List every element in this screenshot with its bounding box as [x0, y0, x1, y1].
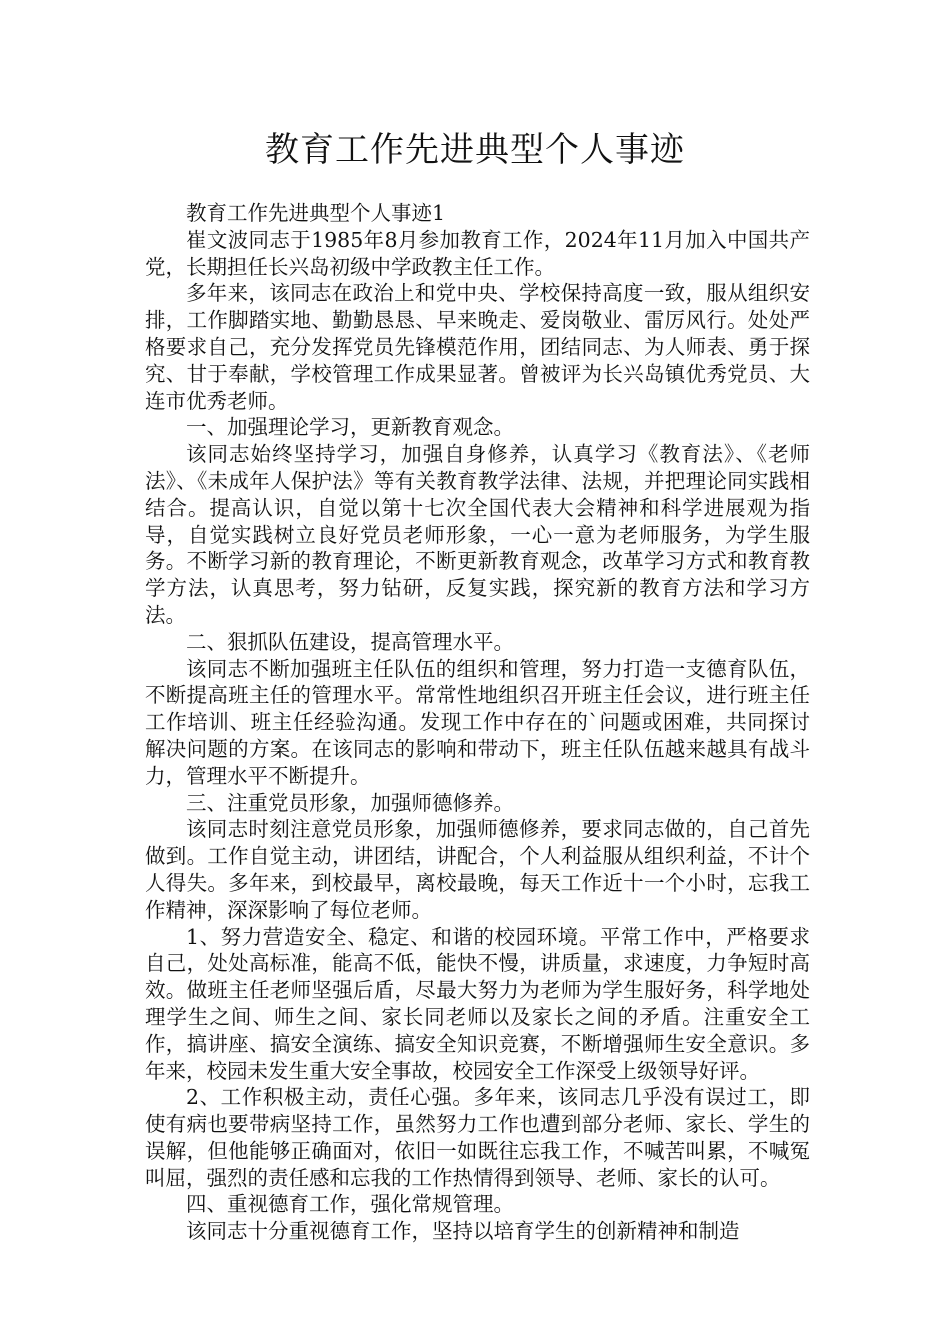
body-paragraph: 多年来，该同志在政治上和党中央、学校保持高度一致，服从组织安排，工作脚踏实地、勤勤恳恳、早来晚走、爱岗敬业、雷厉风行。处处严格要求自己，充分发挥党员先锋模范作用，团结同志、为人师表、勇于探究、甘于奉献，学校管理工作成果显著。曾被评为长兴岛镇优秀党员、大连市优秀老师。 [145, 281, 810, 413]
numbered-paragraph: 1、努力营造安全、稳定、和谐的校园环境。平常工作中，严格要求自己，处处高标准，能高不低，能快不慢，讲质量，求速度，力争短时高效。做班主任老师坚强后盾，尽最大努力为老师为学生服好务，科学地处理学生之间、师生之间、家长同老师以及家长之间的矛盾。注重安全工作，搞讲座、搞安全演练、搞安全知识竞赛，不断增强师生安全意识。多年来，校园未发生重大安全事故，校园安全工作深受上级领导好评。 [145, 924, 810, 1083]
subtitle-paragraph: 教育工作先进典型个人事迹1 [186, 201, 446, 225]
document-title: 教育工作先进典型个人事迹 [265, 130, 685, 170]
section-heading: 四、重视德育工作，强化常规管理。 [186, 1192, 514, 1217]
body-paragraph: 崔文波同志于1985年8月参加教育工作，2024年11月加入中国共产党，长期担任长兴岛初级中学政教主任工作。 [145, 227, 810, 279]
section-heading: 一、加强理论学习，更新教育观念。 [186, 415, 514, 440]
body-paragraph: 该同志时刻注意党员形象，加强师德修养，要求同志做的，自己首先做到。工作自觉主动，讲团结，讲配合，个人利益服从组织利益，不计个人得失。多年来，到校最早，离校最晚，每天工作近十一个小时，忘我工作精神，深深影响了每位老师。 [145, 817, 810, 922]
document-body [145, 200, 810, 1245]
body-paragraph: 该同志十分重视德育工作，坚持以培育学生的创新精神和制造 [186, 1219, 740, 1244]
section-heading: 二、狠抓队伍建设，提高管理水平。 [186, 629, 514, 654]
body-paragraph: 该同志不断加强班主任队伍的组织和管理，努力打造一支德育队伍，不断提高班主任的管理水平。常常性地组织召开班主任会议，进行班主任工作培训、班主任经验沟通。发现工作中存在的`问题或困难，共同探讨解决问题的方案。在该同志的影响和带动下，班主任队伍越来越具有战斗力，管理水平不断提升。 [145, 656, 810, 788]
numbered-paragraph: 2、工作积极主动，责任心强。多年来，该同志几乎没有误过工，即使有病也要带病坚持工作，虽然努力工作也遭到部分老师、家长、学生的误解，但他能够正确面对，依旧一如既往忘我工作，不喊苦叫累，不喊冤叫屈，强烈的责任感和忘我的工作热情得到领导、老师、家长的认可。 [145, 1085, 810, 1190]
body-paragraph: 该同志始终坚持学习，加强自身修养，认真学习《教育法》、《老师法》、《未成年人保护法》等有关教育教学法律、法规，并把理论同实践相结合。提高认识，自觉以第十七次全国代表大会精神和科学进展观为指导，自觉实践树立良好党员老师形象，一心一意为老师服务，为学生服务。不断学习新的教育理论，不断更新教育观念，改革学习方式和教育教学方法，认真思考，努力钻研，反复实践，探究新的教育方法和学习方法。 [145, 442, 810, 627]
section-heading: 三、注重党员形象，加强师德修养。 [186, 790, 514, 815]
